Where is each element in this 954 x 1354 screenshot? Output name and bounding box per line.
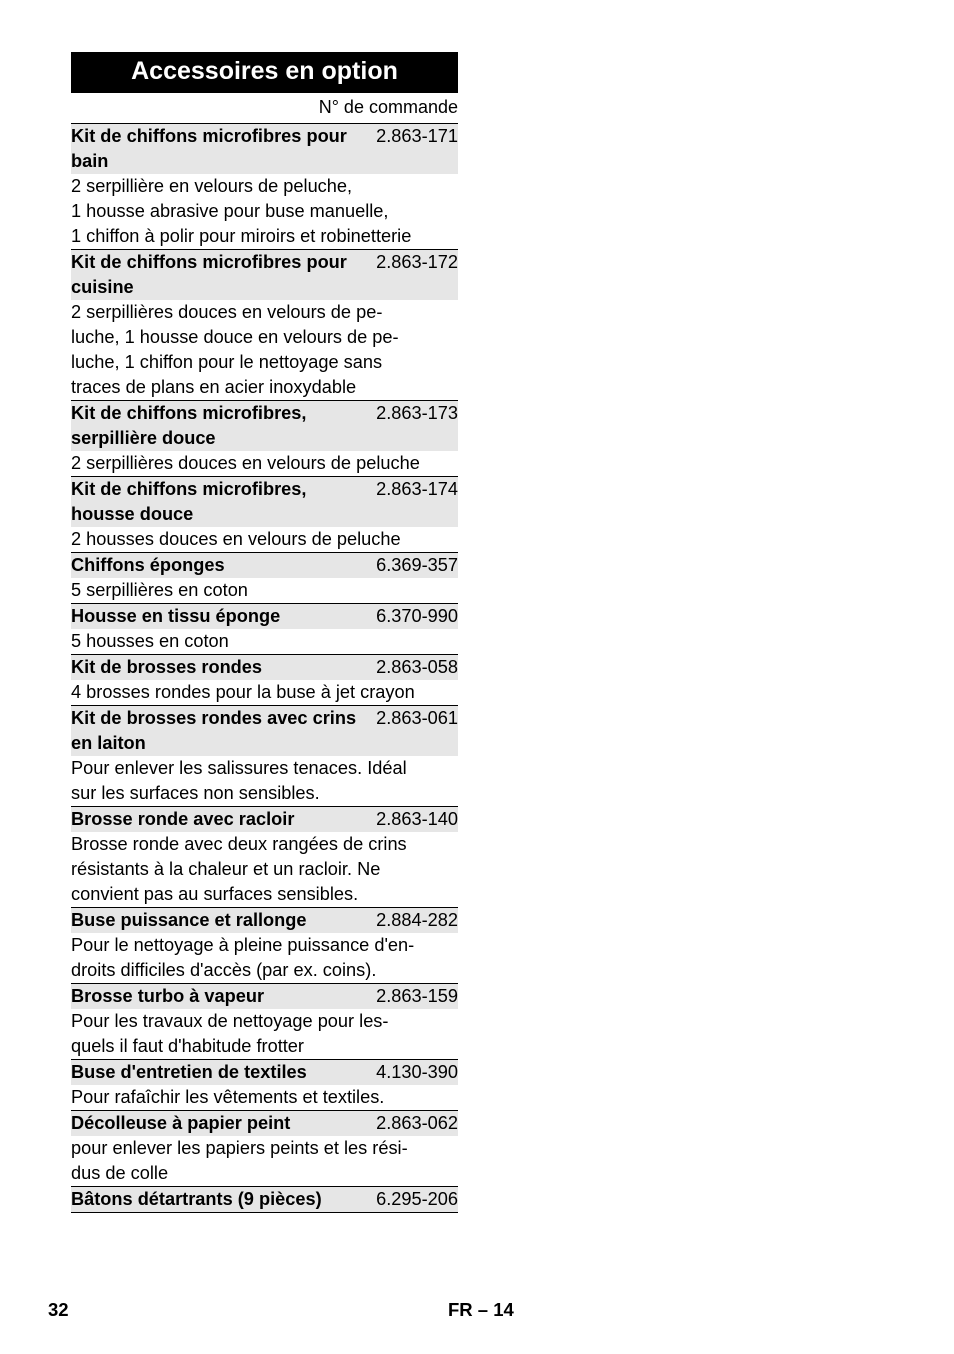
- item-name: Kit de brosses rondes avec crins en laiton: [71, 708, 357, 753]
- accessory-item: [71, 654, 458, 705]
- accessory-item: [71, 249, 458, 400]
- item-name: Housse en tissu éponge: [71, 606, 281, 626]
- item-description: Pour rafaîchir les vêtements et textiles.: [71, 1087, 385, 1107]
- item-description: 2 serpillières douces en velours de pe- luche, 1 housse douce en velours de pe- luche, 1 chiffon pour le nettoyage sans traces de plans en acier inoxydable: [71, 302, 399, 397]
- accessory-item: [71, 705, 458, 806]
- item-header: [71, 705, 458, 756]
- item-description: Pour le nettoyage à pleine puissance d'en- droits difficiles d'accès (par ex. coins).: [71, 935, 415, 980]
- item-header: [71, 1059, 458, 1085]
- item-name: Kit de chiffons microfibres, housse douce: [71, 479, 307, 524]
- accessory-item: [71, 476, 458, 552]
- item-name: Kit de chiffons microfibres pour bain: [71, 126, 347, 171]
- item-name: Kit de chiffons microfibres, serpillière douce: [71, 403, 307, 448]
- item-header: [71, 1186, 458, 1212]
- item-name: Brosse turbo à vapeur: [71, 986, 265, 1006]
- item-name: Kit de chiffons microfibres pour cuisine: [71, 252, 347, 297]
- item-description: 5 housses en coton: [71, 631, 229, 651]
- item-code: 2.884-282: [376, 910, 458, 930]
- item-header: [71, 552, 458, 578]
- item-name: Buse puissance et rallonge: [71, 910, 307, 930]
- accessory-item: [71, 983, 458, 1059]
- item-name: Kit de brosses rondes: [71, 657, 263, 677]
- section-page-label: FR – 14: [448, 1299, 514, 1320]
- item-description: 2 housses douces en velours de peluche: [71, 529, 401, 549]
- accessories-section: [71, 52, 458, 1213]
- item-header: [71, 249, 458, 300]
- item-header: [71, 907, 458, 933]
- item-description: 2 serpillière en velours de peluche, 1 housse abrasive pour buse manuelle, 1 chiffon à polir pour miroirs et robinetterie: [71, 176, 412, 246]
- item-header: [71, 654, 458, 680]
- item-code: 6.370-990: [376, 606, 458, 626]
- item-code: 2.863-171: [376, 126, 458, 146]
- item-header: [71, 806, 458, 832]
- item-code: 2.863-174: [376, 479, 458, 499]
- item-name: Buse d'entretien de textiles: [71, 1062, 307, 1082]
- item-code: 2.863-061: [376, 708, 458, 728]
- table-end-rule: [71, 1212, 458, 1213]
- item-header: [71, 1110, 458, 1136]
- page-number: 32: [48, 1299, 69, 1320]
- item-code: 2.863-172: [376, 252, 458, 272]
- item-description: Brosse ronde avec deux rangées de crins résistants à la chaleur et un racloir. Ne convient pas au surfaces sensibles.: [71, 834, 407, 904]
- order-number-header: N° de commande: [318, 97, 458, 117]
- item-code: 2.863-173: [376, 403, 458, 423]
- item-name: Décolleuse à papier peint: [71, 1113, 291, 1133]
- item-name: Brosse ronde avec racloir: [71, 809, 295, 829]
- item-code: 2.863-058: [376, 657, 458, 677]
- item-name: Bâtons détartrants (9 pièces): [71, 1189, 322, 1209]
- item-code: 2.863-140: [376, 809, 458, 829]
- section-title: Accessoires en option: [71, 52, 458, 93]
- item-description: 2 serpillières douces en velours de peluche: [71, 453, 420, 473]
- item-name: Chiffons éponges: [71, 555, 225, 575]
- accessory-item: [71, 1110, 458, 1186]
- accessory-item: [71, 806, 458, 907]
- accessory-item: [71, 552, 458, 603]
- accessory-item: [71, 603, 458, 654]
- accessory-item: [71, 1059, 458, 1110]
- item-code: 6.295-206: [376, 1189, 458, 1209]
- item-header: [71, 983, 458, 1009]
- item-header: [71, 603, 458, 629]
- item-code: 2.863-159: [376, 986, 458, 1006]
- item-description: Pour les travaux de nettoyage pour les- quels il faut d'habitude frotter: [71, 1011, 389, 1056]
- item-code: 4.130-390: [376, 1062, 458, 1082]
- item-header: [71, 123, 458, 174]
- item-description: 5 serpillières en coton: [71, 580, 248, 600]
- item-code: 6.369-357: [376, 555, 458, 575]
- accessory-item: [71, 400, 458, 476]
- item-description: 4 brosses rondes pour la buse à jet crayon: [71, 682, 415, 702]
- item-code: 2.863-062: [376, 1113, 458, 1133]
- accessory-item: [71, 1186, 458, 1212]
- accessory-item: [71, 123, 458, 249]
- item-header: [71, 476, 458, 527]
- item-description: Pour enlever les salissures tenaces. Idéal sur les surfaces non sensibles.: [71, 758, 407, 803]
- accessory-item: [71, 907, 458, 983]
- item-header: [71, 400, 458, 451]
- item-description: pour enlever les papiers peints et les rési- dus de colle: [71, 1138, 408, 1183]
